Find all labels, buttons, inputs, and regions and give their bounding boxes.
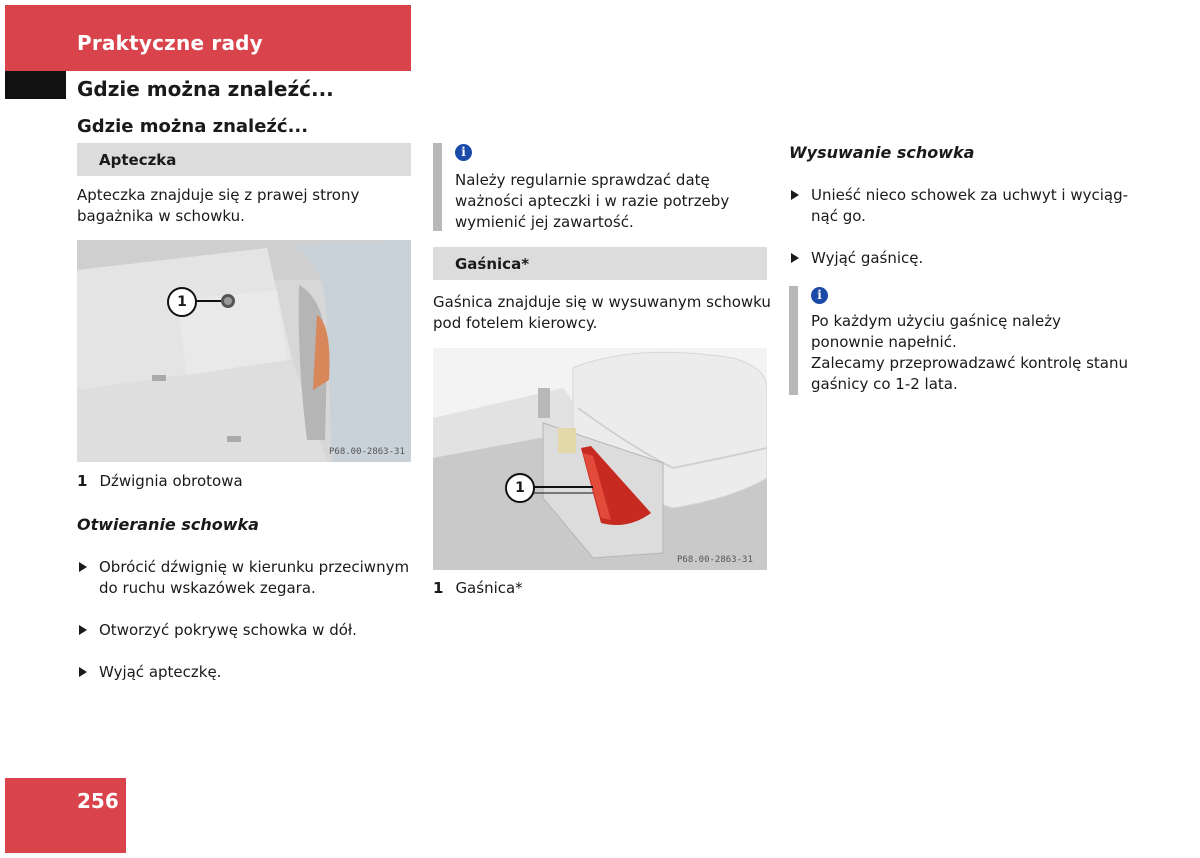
trunk-illustration [77,240,411,462]
callout-1: 1 [505,473,535,503]
step-text: Wyjąć apteczkę. [99,663,222,681]
step-item [77,662,417,683]
bullet-triangle-icon [79,562,87,572]
section-marker [5,71,66,99]
note-line-1: Po każdym użyciu gaśnicę należy ponownie napełnić. [811,312,1061,351]
section-title: Gdzie można znaleźć... [77,77,334,101]
step-item [77,557,417,599]
caption-text: Gaśnica* [455,579,523,597]
image2-caption [433,579,523,597]
apteczka-heading: Apteczka [77,143,411,176]
note-text: Należy regularnie sprawdzać datę ważności apteczki i w razie potrzeby wymienić jej zawartość. [455,171,730,231]
step-text: Wyjąć gaśnicę. [811,249,924,267]
subsection-title: Gdzie można znaleźć... [77,116,309,137]
wysuwanie-heading: Wysuwanie schowka [789,143,975,162]
seat-illustration [433,348,767,570]
seat-photo [433,348,767,570]
caption-number: 1 [433,579,444,597]
caption-text: Dźwignia obrotowa [99,472,243,490]
callout-1: 1 [167,287,197,317]
step-text: Obrócić dźwignię w kierunku przeciwnym do ruchu wskazówek zegara. [99,558,410,597]
info-note [433,143,772,231]
info-note [789,286,1128,395]
bullet-triangle-icon [79,667,87,677]
apteczka-text: Apteczka znajduje się z prawej strony bagażnika w schowku. [77,186,360,225]
bullet-triangle-icon [791,253,799,263]
bullet-triangle-icon [791,190,799,200]
step-item [789,248,1141,269]
image-code: P68.00-2863-31 [677,555,753,565]
gasnica-heading: Gaśnica* [433,247,767,280]
bullet-triangle-icon [79,625,87,635]
info-icon: i [811,287,828,304]
chapter-title: Praktyczne rady [77,31,263,55]
info-icon: i [455,144,472,161]
otwieranie-heading: Otwieranie schowka [77,515,259,534]
step-item [77,620,417,641]
caption-number: 1 [77,472,88,490]
note-line-2: Zalecamy przeprowadzawć kontrolę stanu gaśnicy co 1-2 lata. [811,354,1129,393]
gasnica-text: Gaśnica znajduje się w wysuwanym schowku pod fotelem kierowcy. [433,293,771,332]
trunk-photo [77,240,411,462]
step-text: Unieść nieco schowek za uchwyt i wyciąg-nąć go. [811,186,1129,225]
step-item [789,185,1141,227]
step-text: Otworzyć pokrywę schowka w dół. [99,621,357,639]
image1-caption [77,472,243,490]
page-number: 256 [77,789,119,813]
image-code: P68.00-2863-31 [329,447,405,457]
